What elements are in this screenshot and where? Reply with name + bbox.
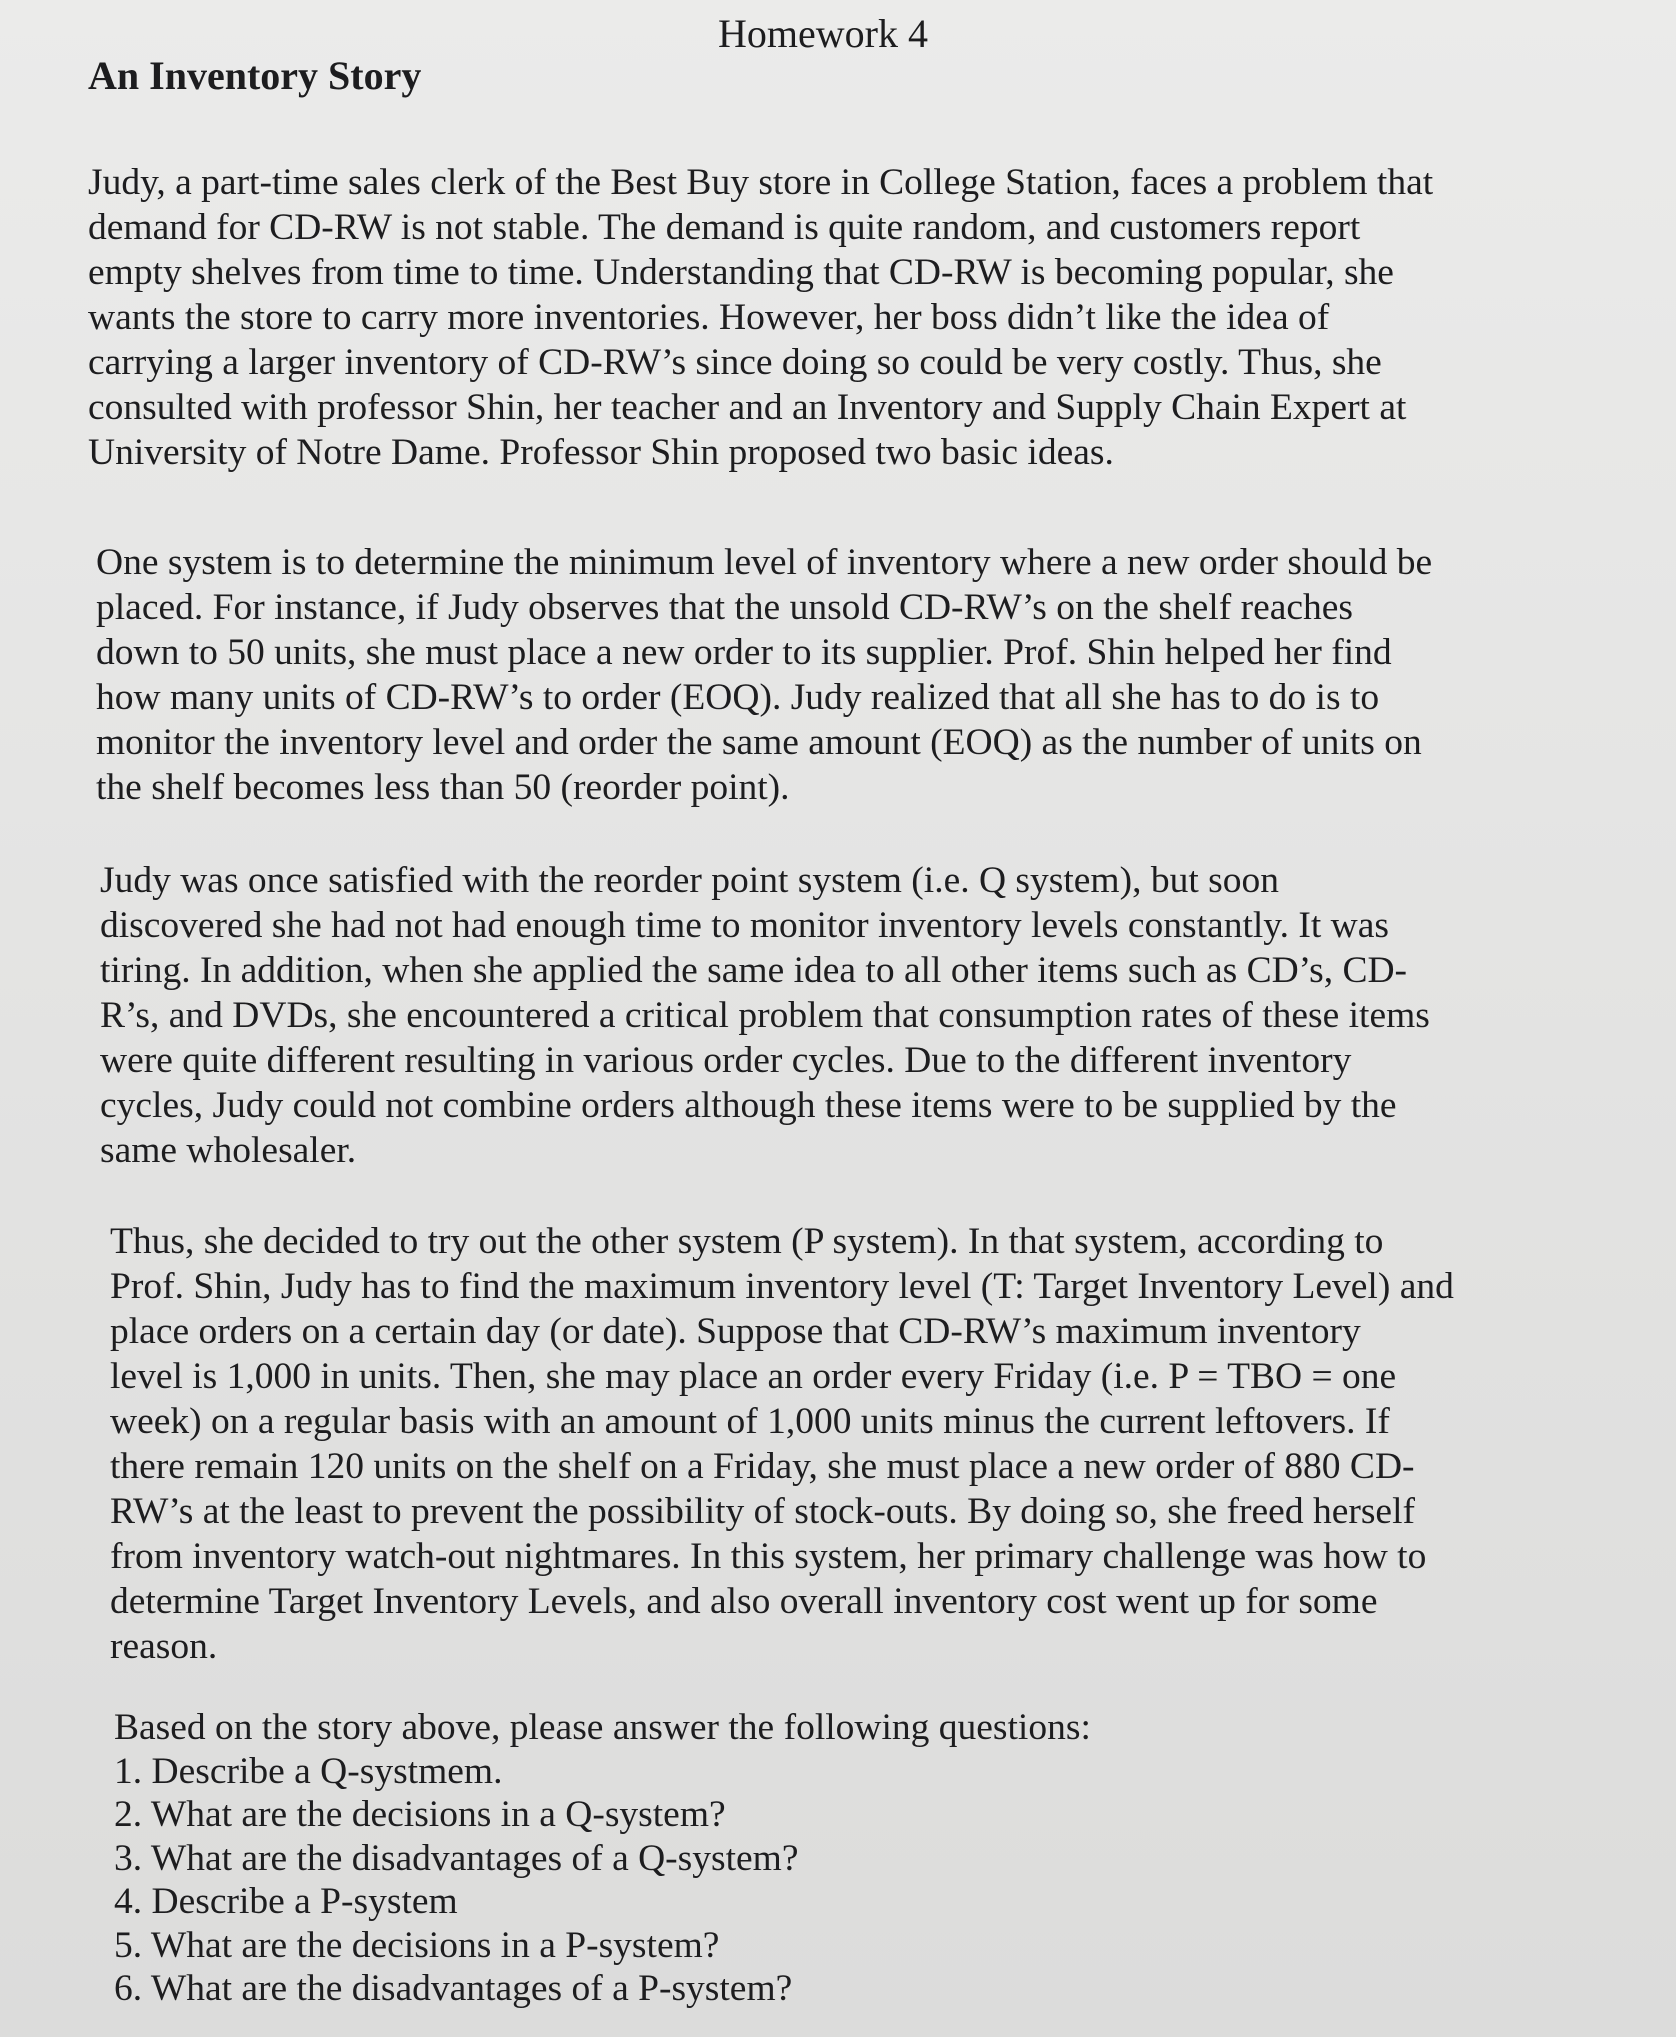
text-line: were quite different resulting in various order cycles. Due to the different inventory xyxy=(100,1040,1352,1081)
text-line: carrying a larger inventory of CD-RW’s since doing so could be very costly. Thus, she xyxy=(88,342,1382,383)
question-item: 4. Describe a P-system xyxy=(114,1881,458,1922)
text-line: University of Notre Dame. Professor Shin proposed two basic ideas. xyxy=(88,432,1114,473)
text-line: reason. xyxy=(110,1626,218,1667)
text-line: level is 1,000 in units. Then, she may place an order every Friday (i.e. P = TBO = one xyxy=(110,1356,1397,1397)
text-line: determine Target Inventory Levels, and also overall inventory cost went up for some xyxy=(110,1581,1378,1622)
text-line: how many units of CD-RW’s to order (EOQ). Judy realized that all she has to do is to xyxy=(96,677,1380,718)
document-title: Homework 4 xyxy=(718,11,928,56)
text-line: Prof. Shin, Judy has to find the maximum inventory level (T: Target Inventory Level) and xyxy=(110,1266,1454,1307)
text-line: there remain 120 units on the shelf on a Friday, she must place a new order of 880 CD- xyxy=(110,1446,1415,1487)
questions-intro: Based on the story above, please answer the following questions: xyxy=(114,1707,1091,1748)
question-item: 5. What are the decisions in a P-system? xyxy=(114,1924,720,1966)
text-line: RW’s at the least to prevent the possibility of stock-outs. By doing so, she freed herself xyxy=(110,1491,1415,1532)
text-line: same wholesaler. xyxy=(100,1130,357,1171)
question-item: 2. What are the decisions in a Q-system? xyxy=(114,1794,726,1835)
text-line: Judy, a part-time sales clerk of the Best Buy store in College Station, faces a problem that xyxy=(88,162,1434,203)
text-line: tiring. In addition, when she applied the same idea to all other items such as CD’s, CD- xyxy=(100,950,1408,991)
text-line: Judy was once satisfied with the reorder point system (i.e. Q system), but soon xyxy=(100,860,1279,901)
text-line: R’s, and DVDs, she encountered a critical problem that consumption rates of these items xyxy=(100,995,1430,1036)
text-line: from inventory watch-out nightmares. In this system, her primary challenge was how to xyxy=(110,1536,1427,1577)
story-title: An Inventory Story xyxy=(88,53,422,98)
text-line: the shelf becomes less than 50 (reorder point). xyxy=(96,767,790,808)
text-line: cycles, Judy could not combine orders although these items were to be supplied by the xyxy=(100,1085,1397,1126)
text-line: discovered she had not had enough time to monitor inventory levels constantly. It was xyxy=(100,905,1389,946)
text-line: monitor the inventory level and order the same amount (EOQ) as the number of units on xyxy=(96,722,1422,763)
text-line: empty shelves from time to time. Understanding that CD-RW is becoming popular, she xyxy=(88,252,1394,293)
text-line: wants the store to carry more inventories. However, her boss didn’t like the idea of xyxy=(88,297,1330,338)
paragraph-intro xyxy=(88,160,1608,475)
text-line: One system is to determine the minimum level of inventory where a new order should be xyxy=(96,542,1433,583)
text-line: Thus, she decided to try out the other system (P system). In that system, according to xyxy=(110,1221,1384,1262)
paragraph-q-problems xyxy=(100,858,1620,1173)
text-line: demand for CD-RW is not stable. The demand is quite random, and customers report xyxy=(88,207,1361,248)
questions-section xyxy=(114,1706,1091,2011)
question-list xyxy=(114,1750,1091,2011)
paragraph-q-system xyxy=(96,540,1616,810)
paragraph-p-system xyxy=(110,1219,1630,1669)
text-line: place orders on a certain day (or date). Suppose that CD-RW’s maximum inventory xyxy=(110,1311,1361,1352)
question-item: 1. Describe a Q-systmem. xyxy=(114,1750,503,1792)
text-line: consulted with professor Shin, her teacher and an Inventory and Supply Chain Expert at xyxy=(88,387,1407,428)
question-item: 3. What are the disadvantages of a Q-system? xyxy=(114,1837,799,1879)
question-item: 6. What are the disadvantages of a P-system? xyxy=(114,1968,793,2009)
text-line: placed. For instance, if Judy observes that the unsold CD-RW’s on the shelf reaches xyxy=(96,587,1354,628)
text-line: week) on a regular basis with an amount of 1,000 units minus the current leftovers. If xyxy=(110,1401,1390,1442)
text-line: down to 50 units, she must place a new order to its supplier. Prof. Shin helped her find xyxy=(96,632,1392,673)
